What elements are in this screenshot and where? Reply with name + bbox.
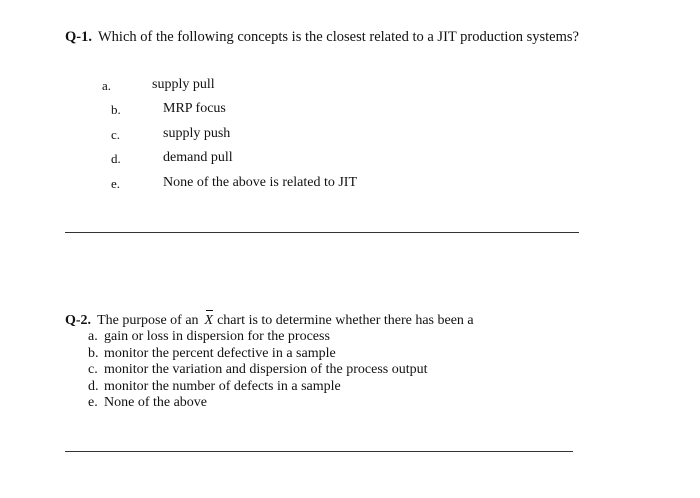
- q2-option-d-text: monitor the number of defects in a sample: [104, 378, 341, 394]
- question-1-text: Which of the following concepts is the closest related to a JIT production systems?: [97, 29, 579, 45]
- q2-option-a-letter: a.: [88, 329, 98, 344]
- q2-option-c-text: monitor the variation and dispersion of the process output: [104, 362, 428, 378]
- q1-option-c-text: supply push: [163, 126, 231, 141]
- q1-option-b-letter: b.: [111, 102, 121, 117]
- q1-option-c-letter: c.: [111, 127, 121, 142]
- q2-option-b-letter: b.: [88, 345, 99, 361]
- q2-option-e-text: None of the above: [104, 395, 208, 411]
- question-2-text-before: The purpose of an: [97, 313, 199, 328]
- question-2-options: [88, 329, 428, 412]
- q2-option-b: [88, 346, 428, 363]
- q2-option-a: [88, 329, 428, 346]
- q1-option-d-text: demand pull: [163, 150, 233, 165]
- answer-line-2: [65, 451, 573, 452]
- q2-option-c-letter: c.: [88, 362, 98, 378]
- q1-option-e-text: None of the above is related to JIT: [163, 175, 357, 190]
- q2-option-e-letter: e.: [88, 395, 98, 411]
- x-bar-symbol: X: [204, 313, 214, 328]
- q1-option-b-text: MRP focus: [163, 101, 226, 116]
- q2-option-b-text: monitor the percent defective in a sample: [104, 345, 336, 361]
- question-2-heading: [65, 313, 474, 329]
- q1-option-e-letter: e.: [111, 176, 121, 191]
- question-1-heading: [65, 29, 579, 46]
- q1-option-a-text: supply pull: [152, 77, 215, 92]
- q2-option-e: [88, 395, 428, 412]
- question-2-text-after: chart is to determine whether there has been a: [217, 313, 474, 328]
- q2-option-a-text: gain or loss in dispersion for the process: [104, 329, 330, 344]
- q1-option-a-letter: a.: [102, 78, 112, 93]
- q2-option-d-letter: d.: [88, 378, 99, 394]
- q2-option-c: [88, 362, 428, 379]
- answer-line-1: [65, 232, 579, 233]
- question-1-number: Q-1.: [65, 29, 92, 45]
- q2-option-d: [88, 379, 428, 396]
- question-2-number: Q-2.: [65, 313, 92, 328]
- q1-option-d-letter: d.: [111, 151, 121, 166]
